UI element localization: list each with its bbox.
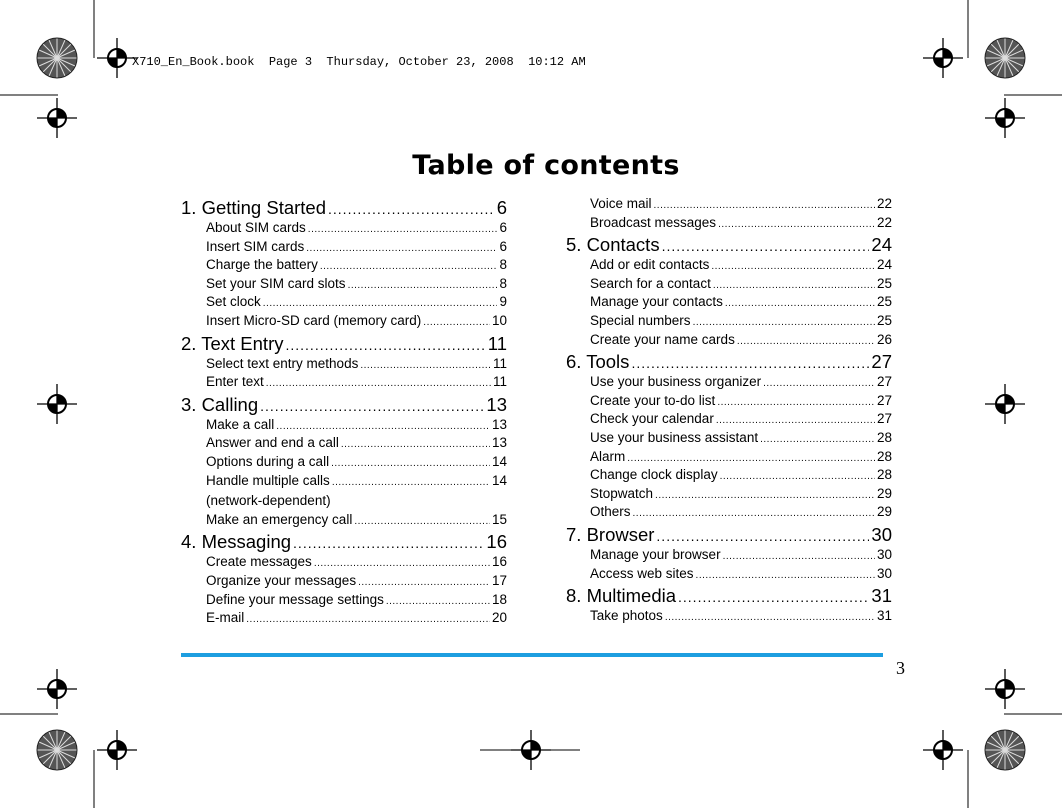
toc-entry[interactable] (206, 416, 507, 435)
toc-label: About SIM cards (206, 220, 306, 235)
dot-leader (678, 586, 869, 608)
dot-leader (341, 436, 490, 455)
toc-entry[interactable] (590, 331, 892, 350)
toc-page-number: 28 (876, 467, 892, 483)
toc-entry[interactable] (590, 195, 892, 214)
toc-label: E-mail (206, 610, 245, 626)
toc-page-number: 20 (491, 610, 507, 626)
toc-page-number: 27 (871, 351, 892, 373)
dot-leader (656, 525, 869, 547)
dot-leader (725, 295, 875, 314)
toc-chapter[interactable] (566, 585, 892, 607)
toc-label-continuation: (network-dependent) (206, 493, 331, 509)
dot-leader (423, 314, 490, 333)
dot-leader (386, 593, 490, 612)
toc-label: 3. Calling (181, 393, 259, 415)
toc-entry[interactable] (206, 355, 507, 374)
toc-label: Change clock display (590, 467, 718, 483)
toc-entry[interactable] (590, 256, 892, 275)
dot-leader (308, 221, 498, 240)
toc-label: Charge the battery (206, 257, 318, 273)
toc-label: Access web sites (590, 565, 694, 581)
toc-page-number: 14 (491, 472, 507, 488)
dot-leader (760, 431, 875, 450)
toc-page-number: 17 (491, 572, 507, 588)
toc-page-number: 6 (499, 238, 507, 254)
toc-label: Create messages (206, 554, 312, 570)
toc-page-number: 26 (876, 331, 892, 347)
toc-entry[interactable] (590, 373, 892, 392)
toc-label: Broadcast messages (590, 214, 717, 230)
toc-entry[interactable] (206, 511, 507, 530)
toc-page-number: 27 (876, 411, 892, 427)
toc-page-number: 14 (491, 453, 507, 469)
toc-chapter[interactable] (181, 333, 507, 355)
dot-leader (723, 548, 875, 567)
toc-page-number: 13 (491, 435, 507, 451)
toc-left-column (181, 195, 507, 628)
toc-label: Options during a call (206, 453, 330, 469)
toc-page-number: 30 (871, 523, 892, 545)
toc-page-number: 25 (876, 294, 892, 310)
toc-label: Use your business assistant (590, 429, 759, 445)
dot-leader (662, 235, 870, 257)
toc-entry[interactable] (590, 466, 892, 485)
toc-label: Select text entry methods (206, 355, 359, 371)
toc-page-number: 16 (491, 554, 507, 570)
toc-label: Add or edit contacts (590, 257, 710, 273)
toc-entry[interactable] (206, 453, 507, 472)
toc-entry[interactable] (206, 219, 507, 238)
toc-entry[interactable] (590, 546, 892, 565)
toc-label: Insert SIM cards (206, 238, 305, 254)
toc-label: Set clock (206, 294, 261, 310)
dot-leader (348, 277, 498, 296)
toc-label: Others (590, 504, 631, 520)
toc-page-number: 13 (491, 416, 507, 432)
dot-leader (320, 258, 498, 277)
toc-entry[interactable] (206, 609, 507, 628)
toc-label: 6. Tools (566, 351, 630, 373)
toc-page-number: 31 (876, 608, 892, 624)
toc-label: Take photos (590, 608, 663, 624)
toc-chapter[interactable] (181, 197, 507, 219)
dot-leader (720, 468, 875, 487)
toc-page-number: 22 (876, 196, 892, 211)
page-title: Table of contents (412, 150, 680, 181)
dot-leader (717, 394, 875, 413)
toc-label: Define your message settings (206, 591, 384, 607)
toc-page-number: 8 (499, 257, 507, 273)
toc-label: Use your business organizer (590, 374, 762, 390)
dot-leader (763, 375, 875, 394)
toc-entry[interactable] (590, 214, 892, 233)
toc-page-number: 29 (876, 485, 892, 501)
toc-page-number: 30 (876, 546, 892, 562)
toc-right-column (566, 195, 892, 626)
toc-entry[interactable] (206, 591, 507, 610)
toc-entry[interactable] (206, 256, 507, 275)
toc-page-number: 28 (876, 448, 892, 464)
toc-label: Organize your messages (206, 572, 357, 588)
toc-entry[interactable] (206, 293, 507, 312)
toc-entry[interactable] (590, 485, 892, 504)
toc-page-number: 9 (499, 294, 507, 310)
toc-entry[interactable] (206, 434, 507, 453)
toc-entry[interactable] (590, 275, 892, 294)
toc-page-number: 27 (876, 374, 892, 390)
dot-leader (293, 532, 484, 554)
toc-label: 8. Multimedia (566, 585, 677, 607)
footer-rule (181, 653, 883, 657)
toc-chapter[interactable] (566, 234, 892, 256)
toc-entry[interactable] (206, 238, 507, 257)
dot-leader (665, 609, 875, 628)
toc-entry[interactable] (206, 373, 507, 392)
toc-label: 4. Messaging (181, 531, 292, 553)
toc-label: Make a call (206, 416, 275, 432)
toc-entry[interactable] (590, 565, 892, 584)
toc-entry[interactable] (590, 293, 892, 312)
dot-leader (260, 395, 484, 417)
toc-entry[interactable] (206, 572, 507, 591)
toc-label: Alarm (590, 448, 626, 464)
dot-leader (696, 567, 875, 586)
toc-chapter[interactable] (181, 394, 507, 416)
toc-label: Check your calendar (590, 411, 714, 427)
toc-label: 7. Browser (566, 523, 655, 545)
toc-label: Manage your browser (590, 546, 721, 562)
toc-label: Make an emergency call (206, 511, 353, 527)
toc-entry[interactable] (590, 503, 892, 522)
toc-page-number: 25 (876, 275, 892, 291)
toc-page-number: 6 (496, 197, 507, 218)
toc-label: Answer and end a call (206, 435, 339, 451)
toc-page-number: 22 (876, 214, 892, 230)
toc-label: Create your to-do list (590, 392, 716, 408)
dot-leader (711, 258, 875, 277)
toc-page-number: 6 (499, 220, 507, 235)
dot-leader (354, 513, 490, 532)
toc-page-number: 8 (499, 275, 507, 291)
toc-chapter[interactable] (566, 524, 892, 546)
toc-page-number: 16 (486, 531, 507, 553)
toc-page-number: 11 (492, 355, 507, 371)
toc-chapter[interactable] (566, 351, 892, 373)
toc-page-number: 11 (487, 332, 507, 354)
toc-page-number: 10 (491, 312, 507, 328)
toc-entry[interactable] (590, 392, 892, 411)
toc-label: Set your SIM card slots (206, 275, 346, 291)
page-number: 3 (896, 658, 905, 678)
toc-label: 2. Text Entry (181, 332, 284, 354)
toc-page-number: 31 (871, 585, 892, 607)
toc-page-number: 13 (486, 393, 507, 415)
toc-entry[interactable] (590, 410, 892, 429)
dot-leader (246, 611, 490, 630)
toc-page-number: 15 (491, 511, 507, 527)
toc-page-number: 11 (492, 374, 507, 390)
toc-label: Create your name cards (590, 331, 735, 347)
dot-leader (328, 198, 495, 220)
toc-label: Manage your contacts (590, 294, 723, 310)
toc-page-number: 30 (876, 565, 892, 581)
toc-label: Insert Micro-SD card (memory card) (206, 312, 422, 328)
dot-leader (737, 333, 875, 352)
toc-entry[interactable] (590, 448, 892, 467)
toc-label: Enter text (206, 374, 264, 390)
dot-leader (266, 375, 491, 394)
dot-leader (331, 455, 490, 474)
dot-leader (633, 505, 875, 524)
toc-page-number: 27 (876, 392, 892, 408)
dot-leader (306, 240, 497, 259)
toc-entry[interactable] (590, 607, 892, 626)
toc-page-number: 18 (491, 591, 507, 607)
dot-leader (718, 216, 875, 235)
toc-label: 1. Getting Started (181, 197, 327, 218)
dot-leader (360, 357, 491, 376)
toc-chapter[interactable] (181, 531, 507, 553)
dot-leader (332, 474, 490, 493)
dot-leader (655, 487, 875, 506)
toc-label: Stopwatch (590, 485, 654, 501)
toc-page-number: 24 (871, 234, 892, 256)
toc-page-number: 29 (876, 504, 892, 520)
toc-page-number: 25 (876, 312, 892, 328)
toc-page-number: 28 (876, 429, 892, 445)
toc-entry[interactable] (590, 312, 892, 331)
toc-label: Special numbers (590, 312, 691, 328)
toc-label: Search for a contact (590, 275, 711, 291)
dot-leader (285, 334, 485, 356)
toc-entry[interactable] (206, 472, 507, 511)
toc-entry[interactable] (206, 275, 507, 294)
dot-leader (631, 352, 869, 374)
toc-page-number: 24 (876, 257, 892, 273)
toc-label: Voice mail (590, 196, 652, 211)
print-header: X710_En_Book.book Page 3 Thursday, October 23, 2008 10:12 AM (132, 55, 586, 69)
toc-label: 5. Contacts (566, 234, 660, 256)
toc-entry[interactable] (206, 553, 507, 572)
toc-entry[interactable] (206, 312, 507, 331)
toc-entry[interactable] (590, 429, 892, 448)
toc-label: Handle multiple calls (206, 472, 330, 488)
dot-leader (713, 277, 875, 296)
